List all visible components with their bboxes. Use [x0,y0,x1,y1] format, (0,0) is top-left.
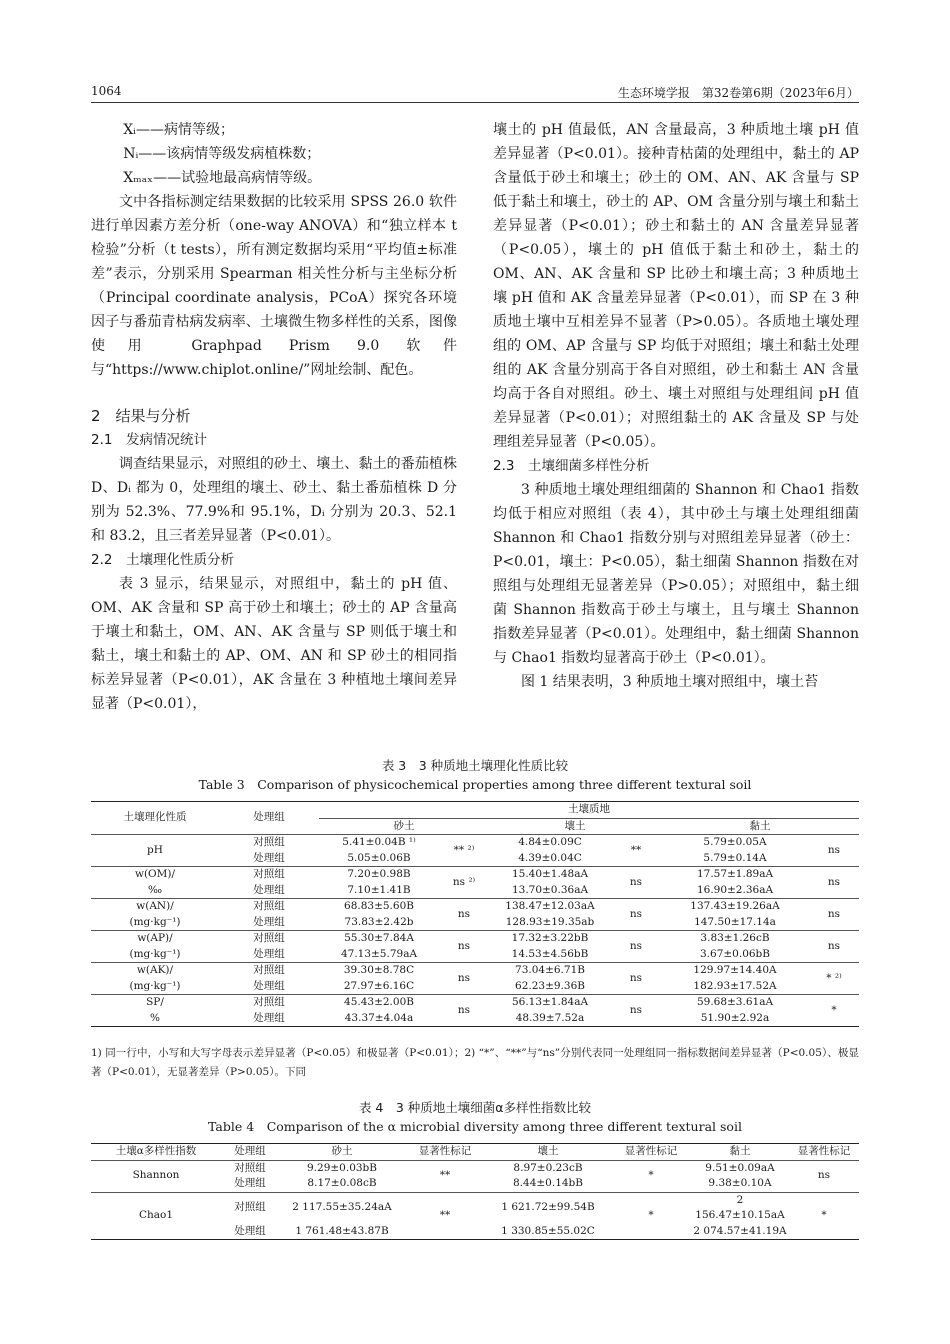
significance-cell: ** [439,1169,451,1182]
group-cell: 对照组 [234,1161,266,1174]
group-cell: 处理组 [253,979,285,992]
value-cell: 55.30±7.84A [344,932,414,944]
value-cell: 51.90±2.92a [700,1011,770,1024]
group-cell: 处理组 [253,915,285,928]
value-cell: 43.37±4.04a [344,1011,414,1024]
value-cell: 8.97±0.23cB [513,1161,583,1174]
significance-cell: ns [457,907,471,920]
table3-caption-zh: 表 3 3 种质地土壤理化性质比较 [381,758,569,773]
table-row [91,899,859,915]
group-cell: 处理组 [253,883,285,896]
table3-header-loam: 壤土 [564,819,586,832]
value-cell: 1 330.85±55.02C [501,1224,595,1237]
value-cell: 137.43±19.26aA [690,900,780,912]
value-cell: 7.20±0.98B [347,868,411,880]
significance-cell: ** [630,843,642,856]
significance-cell: * [821,1209,827,1221]
value-cell: 4.39±0.04C [518,851,582,864]
running-header [91,84,859,103]
value-cell: 13.70±0.36aA [511,883,589,896]
group-cell: 对照组 [253,868,285,880]
significance-cell: ns ²⁾ [452,875,476,888]
significance-cell: ns [827,875,841,888]
group-cell: 对照组 [253,836,285,848]
value-cell: 8.44±0.14bB [513,1177,583,1189]
table3-body [91,835,859,1027]
table4-header-sig2: 显著性标记 [624,1145,678,1157]
table3-header-texture: 土壤质地 [319,802,859,819]
value-cell: 5.41±0.04B ¹⁾ [342,836,416,848]
value-cell: 128.93±19.35ab [505,915,595,928]
table4-header-group: 处理组 [234,1145,266,1157]
table-row [91,1160,859,1176]
value-cell: 68.83±5.60B [344,900,414,912]
significance-cell: ns [457,971,471,984]
section-heading-2-1: 2.1 发病情况统计 [91,432,207,448]
table4-header-sig1: 显著性标记 [418,1145,472,1157]
group-cell: 处理组 [253,947,285,960]
table3-header-group: 处理组 [219,802,319,835]
value-cell: 27.97±6.16C [343,979,415,992]
significance-cell: * [831,1003,837,1016]
table4-header-loam: 壤土 [537,1145,559,1157]
value-cell: 14.53±4.56bB [511,947,589,960]
value-cell: 1 621.72±99.54B [501,1201,595,1214]
value-cell: 2 117.55±35.24aA [292,1201,392,1214]
table4-caption-zh: 表 4 3 种质地土壤细菌α多样性指数比较 [358,1100,592,1115]
table3-header-clay: 黏土 [749,819,771,832]
section-heading-results: 2 结果与分析 [91,407,191,425]
value-cell: 5.79±0.14A [703,851,767,864]
table3-caption-en: Table 3 Comparison of physicochemical properties among three different textural soil [198,777,752,792]
paragraph-2-3: 3 种质地土壤处理组细菌的 Shannon 和 Chao1 指数均低于相应对照组（表 4），其中砂土与壤土处理组细菌 Shannon 和 Chao1 指数分别与对照组差异显著（砂土：P<0.01，壤土：P<0.05），黏土细菌 Shannon 指数在对照组与处理组无显著差异（P>0.05）；对照组中，黏土细菌 Shannon 指数高于砂土与壤土，且与壤土 Shannon 指数差异显著（P<0.01）。处理组中，黏土细菌 Shannon 与 Chao1 指数均显著高于砂土（P<0.01）。 [493,482,859,666]
value-cell: 5.05±0.06B [347,851,411,864]
table-row [91,867,859,883]
value-cell: 62.23±9.36B [515,979,585,992]
group-cell: 处理组 [234,1224,266,1237]
significance-cell: ns [629,939,643,952]
significance-cell: ns [457,939,471,952]
table3-header-sand: 砂土 [393,819,415,832]
paragraph-2-2-continued: 壤土的 pH 值最低，AN 含量最高，3 种质地土壤 pH 值差异显著（P<0.01）。接种青枯菌的处理组中，黏土的 AP 含量低于砂土和壤土；砂土的 OM、AN、AK 含量与 SP 低于黏土和壤土，砂土的 AP、OM 含量分别与壤土和黏土差异显著（P<0.01）；砂土和黏土的 AN 含量差异显著（P<0.05），壤土的 pH 值低于黏土和砂土，黏土的 OM、AN、AK 含量和 SP 比砂土和壤土高；3 种质地土壤 pH 值和 AK 含量差异显著（P<0.01），而 SP 在 3 种质地土壤中互相差异不显著（P>0.05）。各质地土壤处理组的 OM、AP 含量与 SP 均低于对照组；壤土和黏土处理组的 AK 含量分别高于各自对照组，砂土和黏土 AN 含量均高于各自对照组。砂土、壤土对照组与处理组间 pH 值差异显著（P<0.01）；对照组黏土的 AK 含量及 SP 与处理组差异显著（P<0.05）。 [493,122,859,450]
index-label: Chao1 [138,1209,174,1221]
table4-header-sig3: 显著性标记 [797,1145,851,1157]
definition-xmax: Xₘₐₓ——试验地最高病情等级。 [123,170,322,186]
value-cell: 8.17±0.08cB [307,1177,377,1189]
section-heading-2-2: 2.2 土壤理化性质分析 [91,552,234,568]
significance-cell: ** ²⁾ [453,843,475,856]
value-cell: 2 074.57±41.19A [693,1224,787,1237]
value-cell: 16.90±2.36aA [696,883,774,896]
page-number: 1064 [91,84,122,98]
value-cell: 48.39±7.52a [515,1011,585,1024]
table3-caption [91,756,859,794]
paragraph-2-1: 调查结果显示，对照组的砂土、壤土、黏土的番茄植株 D、Dᵢ 都为 0，处理组的壤土、砂土、黏土番茄植株 D 分别为 52.3%、77.9%和 95.1%，Dᵢ 分别为 20.3、52.1 和 83.2，且三者差异显著（P<0.01）。 [91,456,457,544]
property-label: w(AP)/ (mg·kg⁻¹) [129,932,181,960]
table-row [91,835,859,851]
methods-paragraph: 文中各指标测定结果数据的比较采用 SPSS 26.0 软件进行单因素方差分析（one-way ANOVA）和“独立样本 t 检验”分析（t tests），所有测定数据均采用“平均值±标准差”表示，分别采用 Spearman 相关性分析与主坐标分析（Principal coordinate analysis，PCoA）探究各环境因子与番茄青枯病发病率、土壤微生物多样性的关系，图像使用 Graphpad Prism 9.0 软件与“https://www.chiplot.online/”网址绘制、配色。 [91,194,457,378]
table4-header-sand: 砂土 [331,1145,353,1157]
table-row [91,995,859,1011]
significance-cell: ns [629,1003,643,1016]
value-cell: 39.30±8.78C [343,964,415,976]
significance-cell: ns [457,1003,471,1016]
table-row [91,1192,859,1224]
value-cell: 9.29±0.03bB [307,1161,377,1174]
group-cell: 处理组 [253,851,285,864]
value-cell: 59.68±3.61aA [696,996,774,1008]
value-cell: 9.38±0.10A [708,1177,772,1189]
table3-header-property: 土壤理化性质 [91,802,219,835]
value-cell: 73.04±6.71B [515,964,585,976]
table4-caption-en: Table 4 Comparison of the α microbial diversity among three different textural soil [208,1119,742,1134]
group-cell: 对照组 [253,900,285,912]
significance-cell: * ²⁾ [826,971,842,984]
significance-cell: ns [629,875,643,888]
significance-cell: ns [827,843,841,856]
value-cell: 56.13±1.84aA [511,996,589,1008]
property-label: w(AN)/ (mg·kg⁻¹) [129,900,181,928]
significance-cell: ns [827,907,841,920]
group-cell: 对照组 [253,996,285,1008]
significance-cell: ns [629,907,643,920]
index-label: Shannon [132,1169,180,1182]
property-label: pH [147,843,163,856]
table4-caption [91,1098,859,1136]
group-cell: 处理组 [253,1011,285,1024]
significance-cell: * [648,1169,654,1182]
significance-cell: ** [439,1209,451,1221]
value-cell: 3.83±1.26cB [700,932,770,944]
table-row [91,931,859,947]
definition-xi: Xᵢ——病情等级； [123,122,234,138]
value-cell: 2 156.47±10.15aA [695,1193,785,1221]
property-label: w(OM)/ ‰ [134,868,176,896]
property-label: w(AK)/ (mg·kg⁻¹) [129,964,181,992]
value-cell: 1 761.48±43.87B [295,1224,389,1237]
table-row [91,963,859,979]
group-cell: 对照组 [234,1201,266,1214]
value-cell: 7.10±1.41B [347,883,411,896]
value-cell: 147.50±17.14a [694,915,776,928]
value-cell: 182.93±17.52A [693,979,777,992]
table4-header-clay: 黏土 [729,1145,751,1157]
significance-cell: ns [629,971,643,984]
table4-header-index: 土壤α多样性指数 [115,1145,197,1157]
table3 [91,801,859,1027]
value-cell: 129.97±14.40A [693,964,777,976]
property-label: SP/ % [146,996,164,1024]
value-cell: 9.51±0.09aA [705,1161,775,1174]
value-cell: 73.83±2.42b [344,915,414,928]
definition-ni: Nᵢ——该病情等级发病植株数； [123,146,321,162]
group-cell: 对照组 [253,932,285,944]
journal-info: 生态环境学报 第32卷第6期（2023年6月） [617,86,859,100]
significance-cell: ns [827,939,841,952]
table4 [91,1143,859,1240]
value-cell: 3.67±0.06bB [700,947,770,960]
left-column [91,118,457,716]
paragraph-2-2: 表 3 显示，结果显示，对照组中，黏土的 pH 值、OM、AK 含量和 SP 高于砂土和壤土；砂土的 AP 含量高于壤土和黏土，OM、AN、AK 含量与 SP 则低于壤土和黏土，壤土和黏土的 AP、OM、AN 和 SP 砂土的相同指标差异显著（P<0.01），AK 含量在 3 种植地土壤间差异显著（P<0.01）， [91,576,457,712]
value-cell: 5.79±0.05A [703,836,767,848]
significance-cell: ns [817,1169,831,1182]
table4-header-row [91,1144,859,1161]
group-cell: 处理组 [234,1177,266,1189]
paragraph-figure-1: 图 1 结果表明，3 种质地土壤对照组中，壤土苔 [521,674,819,690]
value-cell: 4.84±0.09C [518,836,582,848]
value-cell: 17.57±1.89aA [696,868,774,880]
significance-cell: * [648,1209,654,1221]
value-cell: 45.43±2.00B [344,996,414,1008]
value-cell: 138.47±12.03aA [505,900,595,912]
table3-footnote: 1) 同一行中，小写和大写字母表示差异显著（P<0.05）和极显著（P<0.01）；2) “*”、“**”与“ns”分别代表同一处理组同一指标数据间差异显著（P<0.05）、极显著（P<0.01），无显著差异（P>0.05）。下同 [91,1047,859,1078]
group-cell: 对照组 [253,964,285,976]
right-column [493,118,859,694]
value-cell: 15.40±1.48aA [511,868,589,880]
section-heading-2-3: 2.3 土壤细菌多样性分析 [493,458,650,474]
value-cell: 47.13±5.79aA [340,947,418,960]
value-cell: 17.32±3.22bB [511,932,589,944]
